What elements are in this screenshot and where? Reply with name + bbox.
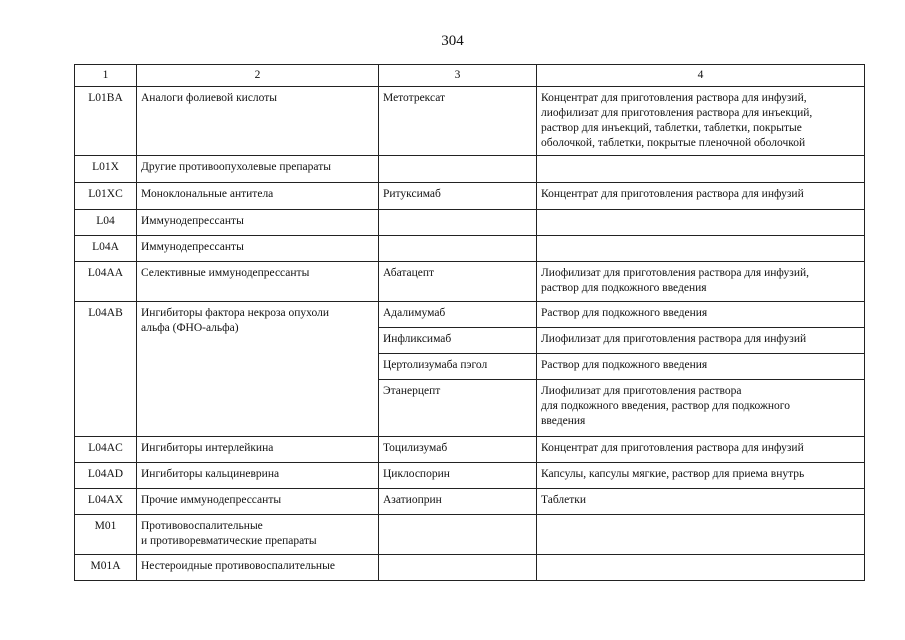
column-header: 2 xyxy=(137,65,379,87)
atc-code-cell: L04 xyxy=(75,209,137,235)
drug-cell: Азатиоприн xyxy=(379,488,537,514)
table-row xyxy=(75,261,865,301)
atc-code-cell: L01XC xyxy=(75,182,137,209)
table-row xyxy=(75,488,865,514)
drug-cell: Адалимумаб xyxy=(379,301,537,327)
dosage-form-cell xyxy=(537,235,865,261)
drug-cell xyxy=(379,514,537,554)
dosage-form-cell: Концентрат для приготовления раствора для инфузий xyxy=(537,436,865,462)
group-cell: Ингибиторы кальциневрина xyxy=(137,462,379,488)
column-header: 1 xyxy=(75,65,137,87)
group-cell: Прочие иммунодепрессанты xyxy=(137,488,379,514)
atc-code-cell: M01 xyxy=(75,514,137,554)
dosage-form-cell: Лиофилизат для приготовления раствора для инфузий xyxy=(537,327,865,353)
group-cell: Другие противоопухолевые препараты xyxy=(137,155,379,182)
drug-cell: Ритуксимаб xyxy=(379,182,537,209)
dosage-form-cell: Концентрат для приготовления раствора для инфузий, лиофилизат для приготовления раствора для инъекций, раствор для инъекций, таблетки, таблетки, покрытые оболочкой, таблетки, покрытые пленочной оболочкой xyxy=(537,86,865,155)
atc-code-cell: L04AD xyxy=(75,462,137,488)
drug-cell: Инфликсимаб xyxy=(379,327,537,353)
table-row xyxy=(75,514,865,554)
dosage-form-cell xyxy=(537,209,865,235)
drug-cell: Этанерцепт xyxy=(379,379,537,436)
group-cell: Нестероидные противовоспалительные xyxy=(137,554,379,580)
group-cell: Иммунодепрессанты xyxy=(137,209,379,235)
drug-cell xyxy=(379,209,537,235)
group-cell: Ингибиторы фактора некроза опухоли альфа (ФНО-альфа) xyxy=(137,301,379,436)
column-header: 4 xyxy=(537,65,865,87)
group-cell: Селективные иммунодепрессанты xyxy=(137,261,379,301)
atc-code-cell: L04AX xyxy=(75,488,137,514)
atc-code-cell: M01A xyxy=(75,554,137,580)
dosage-form-cell xyxy=(537,514,865,554)
table-row xyxy=(75,155,865,182)
dosage-form-cell xyxy=(537,554,865,580)
drug-cell xyxy=(379,554,537,580)
group-cell: Аналоги фолиевой кислоты xyxy=(137,86,379,155)
dosage-form-cell: Концентрат для приготовления раствора для инфузий xyxy=(537,182,865,209)
dosage-form-cell: Раствор для подкожного введения xyxy=(537,353,865,379)
group-cell: Иммунодепрессанты xyxy=(137,235,379,261)
table-row xyxy=(75,462,865,488)
drug-cell xyxy=(379,155,537,182)
table-row xyxy=(75,209,865,235)
dosage-form-cell: Лиофилизат для приготовления раствора для подкожного введения, раствор для подкожного введения xyxy=(537,379,865,436)
dosage-form-cell xyxy=(537,155,865,182)
drug-cell: Циклоспорин xyxy=(379,462,537,488)
page-number: 304 xyxy=(441,33,464,49)
dosage-form-cell: Капсулы, капсулы мягкие, раствор для приема внутрь xyxy=(537,462,865,488)
drug-cell: Цертолизумаба пэгол xyxy=(379,353,537,379)
dosage-form-cell: Раствор для подкожного введения xyxy=(537,301,865,327)
group-cell: Ингибиторы интерлейкина xyxy=(137,436,379,462)
atc-code-cell: L04A xyxy=(75,235,137,261)
atc-code-cell: L01BA xyxy=(75,86,137,155)
atc-code-cell: L01X xyxy=(75,155,137,182)
table-row xyxy=(75,436,865,462)
dosage-form-cell: Лиофилизат для приготовления раствора для инфузий, раствор для подкожного введения xyxy=(537,261,865,301)
drug-classification-table xyxy=(74,64,865,581)
table-row xyxy=(75,301,865,327)
table-row xyxy=(75,235,865,261)
atc-code-cell: L04AB xyxy=(75,301,137,436)
atc-code-cell: L04AA xyxy=(75,261,137,301)
table-row xyxy=(75,182,865,209)
drug-cell xyxy=(379,235,537,261)
dosage-form-cell: Таблетки xyxy=(537,488,865,514)
column-header: 3 xyxy=(379,65,537,87)
header-row xyxy=(75,65,865,87)
table-row xyxy=(75,86,865,155)
drug-cell: Абатацепт xyxy=(379,261,537,301)
table-row xyxy=(75,554,865,580)
group-cell: Противовоспалительные и противоревматические препараты xyxy=(137,514,379,554)
drug-cell: Метотрексат xyxy=(379,86,537,155)
atc-code-cell: L04AC xyxy=(75,436,137,462)
group-cell: Моноклональные антитела xyxy=(137,182,379,209)
drug-cell: Тоцилизумаб xyxy=(379,436,537,462)
